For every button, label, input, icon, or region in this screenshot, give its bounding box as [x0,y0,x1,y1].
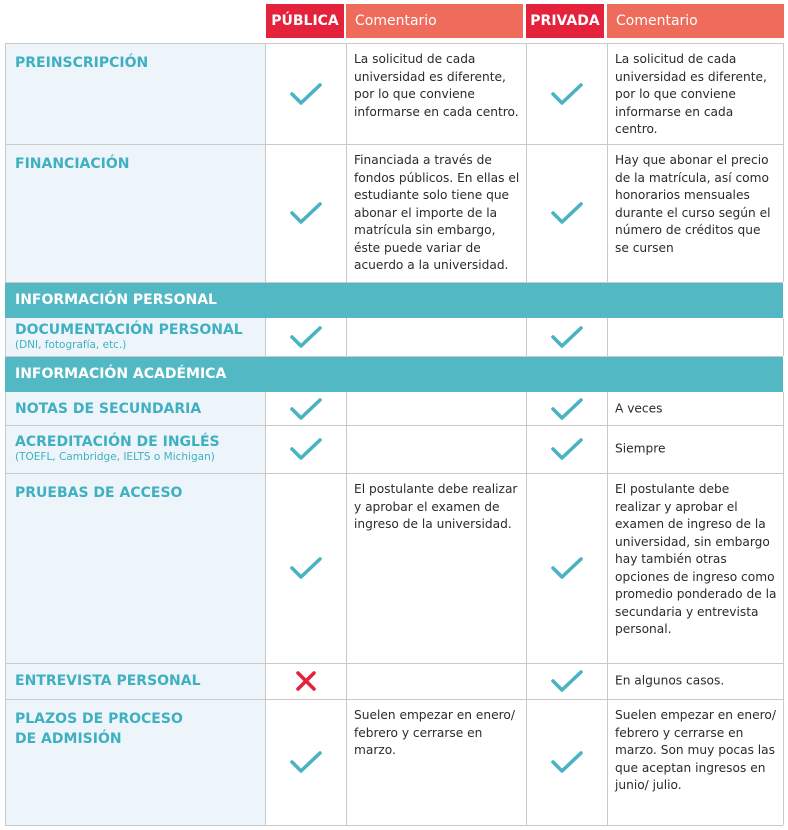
row-label-line1: PLAZOS DE PROCESO [15,711,183,727]
publica-comment-cell [346,663,526,699]
row-label-line2: DE ADMISIÓN [15,731,122,747]
privada-comment: El postulante debe realizar y aprobar el examen de ingreso de la universidad, sin embargo hay también otras opciones de ingreso como promedio ponderado de la secundaria y entrevista personal. [615,482,777,636]
row-label: ACREDITACIÓN DE INGLÉS [15,434,220,450]
section-informacion-academica [5,356,783,392]
check-icon [289,396,323,422]
check-icon [550,396,584,422]
row-label-cell [5,663,265,699]
publica-comment-cell [346,318,526,356]
row-label: PRUEBAS DE ACCESO [15,485,183,501]
row-financiacion [5,144,783,282]
section-title: INFORMACIÓN PERSONAL [15,292,217,308]
row-label-cell [5,43,265,144]
publica-status-cell [265,663,346,699]
privada-comment: A veces [615,400,663,415]
publica-status-cell [265,425,346,473]
row-label-group [5,322,265,352]
privada-comment: Siempre [615,441,666,456]
publica-comment-cell [346,392,526,425]
privada-comment: Hay que abonar el precio de la matrícula, así como honorarios mensuales durante el curso según el número de créditos que se cursen [615,153,771,255]
check-icon [289,324,323,350]
row-label: NOTAS DE SECUNDARIA [15,400,202,417]
check-icon [289,81,323,107]
row-label-cell [5,318,265,356]
header-comentario-publica [346,4,523,38]
row-label-group [5,699,265,749]
row-label: DOCUMENTACIÓN PERSONAL [15,322,243,338]
section-title: INFORMACIÓN ACADÉMICA [15,366,227,382]
privada-status-cell [526,473,607,663]
publica-status-cell [265,392,346,425]
privada-comment-cell [607,144,783,282]
privada-comment: La solicitud de cada universidad es diferente, por lo que conviene informarse en cada centro. [615,52,767,136]
check-icon [550,200,584,226]
publica-comment-cell [346,144,526,282]
check-icon [550,668,584,694]
privada-status-cell [526,663,607,699]
privada-comment-cell [607,473,783,663]
check-icon [289,555,323,581]
header-publica [266,4,344,38]
row-documentacion-personal [5,318,783,356]
privada-status-cell [526,43,607,144]
row-label-cell [5,699,265,825]
cross-icon [295,670,317,692]
publica-comment: La solicitud de cada universidad es diferente, por lo que conviene informarse en cada centro. [354,52,519,119]
row-sublabel: (TOEFL, Cambridge, IELTS o Michigan) [15,451,215,463]
header-comentario-privada [607,4,784,38]
privada-status-cell [526,699,607,825]
privada-comment-cell [607,392,783,425]
row-label: ENTREVISTA PERSONAL [15,673,201,689]
privada-comment-cell [607,699,783,825]
check-icon [289,200,323,226]
row-plazos-admision [5,699,783,825]
header-comentario-publica-label: Comentario [355,13,437,29]
publica-comment-cell [346,43,526,144]
publica-status-cell [265,318,346,356]
row-label: FINANCIACIÓN [15,156,130,172]
privada-comment-cell [607,318,783,356]
header-privada [526,4,604,38]
header-publica-label: PÚBLICA [271,13,339,29]
row-pruebas-acceso [5,473,783,663]
header-comentario-privada-label: Comentario [616,13,698,29]
row-label-cell [5,392,265,425]
row-entrevista-personal [5,663,783,699]
check-icon [550,555,584,581]
publica-comment-cell [346,425,526,473]
row-notas-secundaria [5,392,783,425]
publica-status-cell [265,144,346,282]
row-label: PREINSCRIPCIÓN [15,55,149,71]
check-icon [550,324,584,350]
check-icon [550,81,584,107]
row-label-group [5,434,265,464]
publica-comment-cell [346,473,526,663]
row-acreditacion-ingles [5,425,783,473]
check-icon [550,436,584,462]
privada-status-cell [526,392,607,425]
publica-comment: Financiada a través de fondos públicos. En ellas el estudiante solo tiene que abonar el importe de la matrícula sin embargo, éste puede variar de acuerdo a la universidad. [354,153,520,272]
privada-comment-cell [607,663,783,699]
publica-comment: El postulante debe realizar y aprobar el examen de ingreso de la universidad. [354,482,518,531]
privada-comment: En algunos casos. [615,673,725,688]
section-informacion-personal [5,282,783,318]
check-icon [550,749,584,775]
privada-comment-cell [607,425,783,473]
row-label-cell [5,473,265,663]
row-label-cell [5,425,265,473]
check-icon [289,436,323,462]
publica-status-cell [265,473,346,663]
publica-comment-cell [346,699,526,825]
row-label-cell [5,144,265,282]
privada-comment-cell [607,43,783,144]
publica-status-cell [265,43,346,144]
row-sublabel: (DNI, fotografía, etc.) [15,339,127,351]
privada-status-cell [526,144,607,282]
privada-status-cell [526,425,607,473]
publica-status-cell [265,699,346,825]
row-preinscripcion [5,43,783,144]
check-icon [289,749,323,775]
publica-comment: Suelen empezar en enero/ febrero y cerrarse en marzo. [354,708,515,757]
privada-comment: Suelen empezar en enero/ febrero y cerrarse en marzo. Son muy pocas las que aceptan ingresos en junio/ julio. [615,708,776,792]
privada-status-cell [526,318,607,356]
header-privada-label: PRIVADA [530,13,600,29]
